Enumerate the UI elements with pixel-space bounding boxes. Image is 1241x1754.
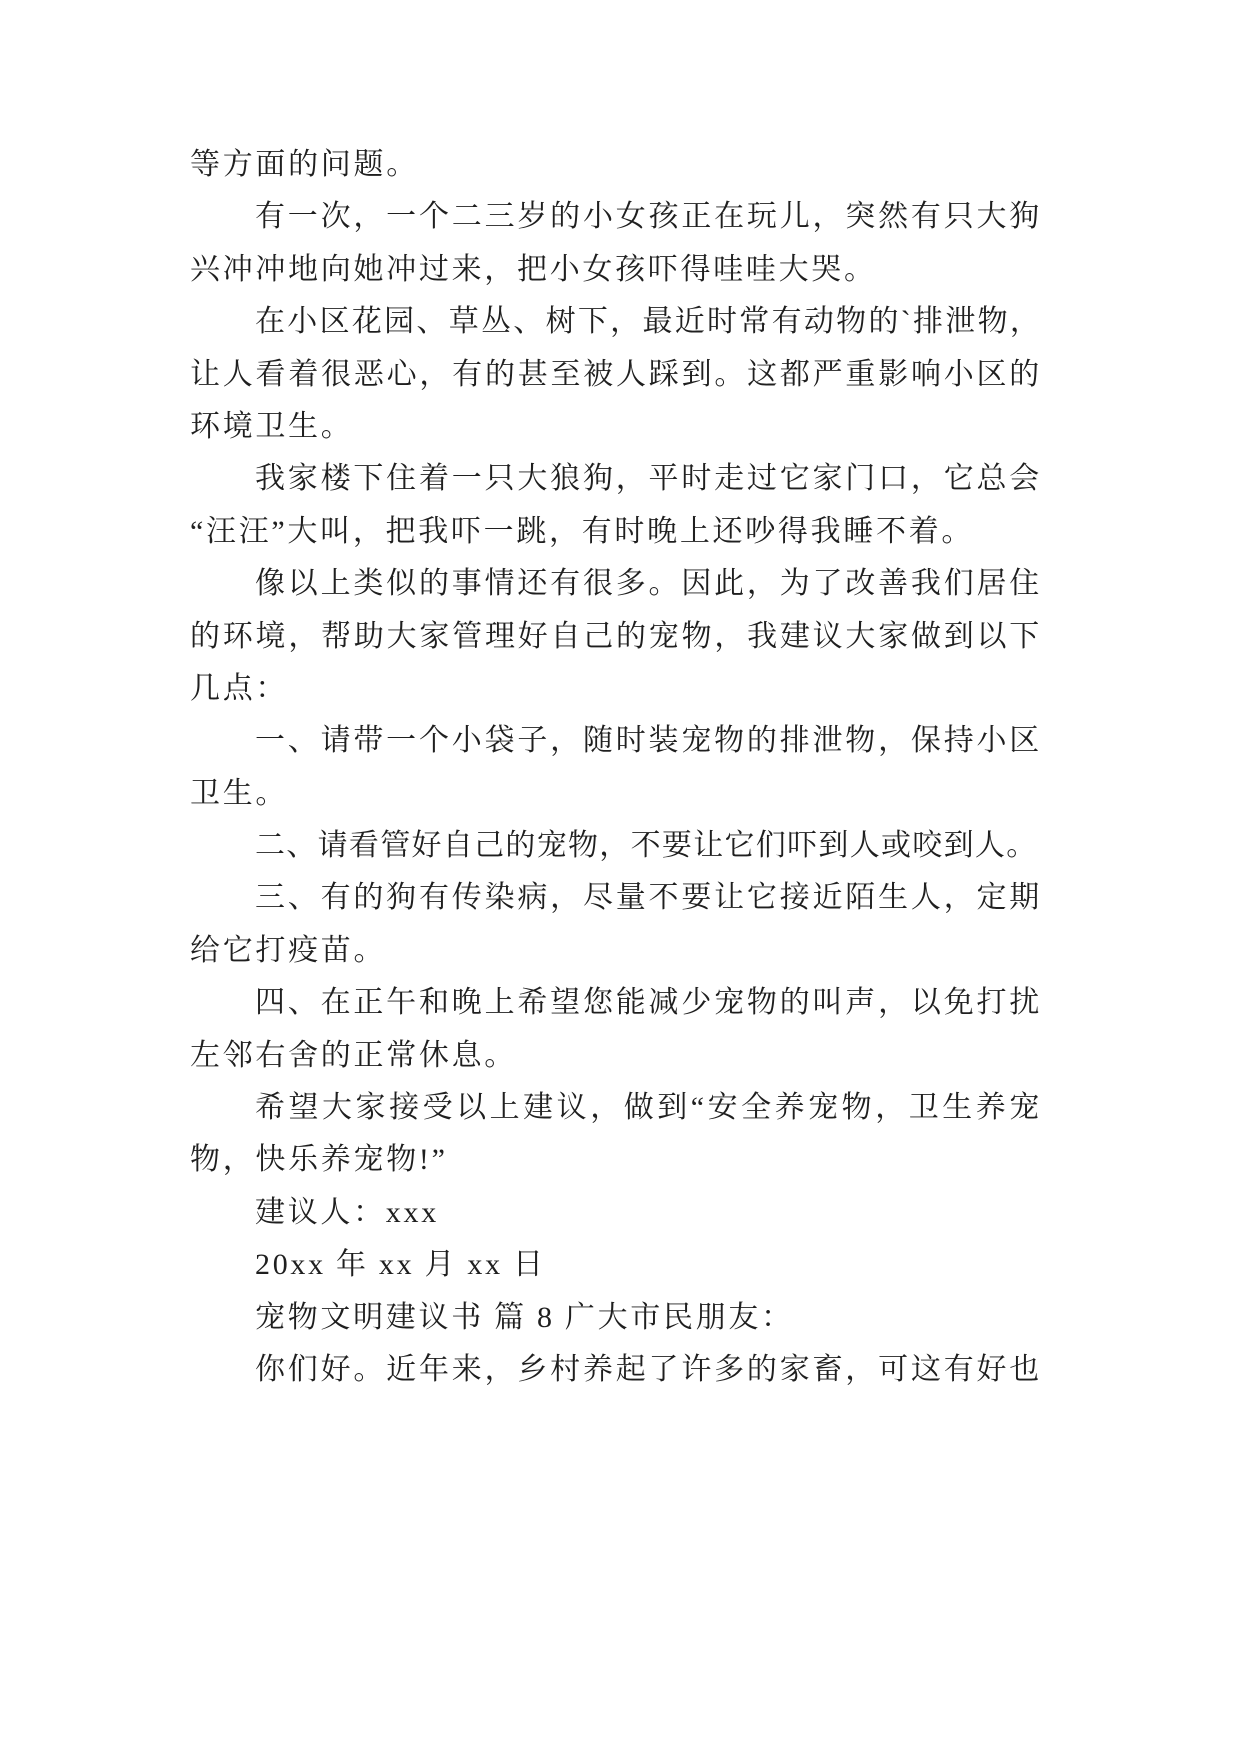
text-line: 让人看着很恶心，有的甚至被人踩到。这都严重影响小区的 <box>190 357 1042 391</box>
text-line: 宠物文明建议书 篇 8 广大市民朋友： <box>255 1300 794 1334</box>
text-line: 三、有的狗有传染病，尽量不要让它接近陌生人，定期 <box>255 881 1042 915</box>
text-line: 兴冲冲地向她冲过来，把小女孩吓得哇哇大哭。 <box>190 252 877 286</box>
paragraph <box>190 715 1042 820</box>
paragraph <box>190 1187 1042 1239</box>
text-line: 卫生。 <box>190 776 289 810</box>
paragraph <box>190 191 1042 296</box>
paragraph <box>190 820 1042 872</box>
paragraph <box>190 1344 1042 1396</box>
paragraph <box>190 558 1042 715</box>
document-body <box>190 139 1042 1396</box>
text-line: 像以上类似的事情还有很多。因此，为了改善我们居住 <box>255 567 1042 601</box>
text-line: “汪汪”大叫，把我吓一跳，有时晚上还吵得我睡不着。 <box>190 514 975 548</box>
text-line: 的环境，帮助大家管理好自己的宠物，我建议大家做到以下 <box>190 619 1042 653</box>
paragraph <box>190 296 1042 453</box>
text-line: 有一次，一个二三岁的小女孩正在玩儿，突然有只大狗 <box>255 200 1042 234</box>
text-line: 几点： <box>190 671 289 705</box>
text-line: 等方面的问题。 <box>190 148 419 181</box>
text-line: 环境卫生。 <box>190 409 354 443</box>
text-line: 希望大家接受以上建议，做到“安全养宠物，卫生养宠 <box>255 1091 1042 1125</box>
text-line: 给它打疫苗。 <box>190 933 387 967</box>
paragraph <box>190 977 1042 1082</box>
paragraph <box>190 1082 1042 1187</box>
text-line: 四、在正午和晚上希望您能减少宠物的叫声，以免打扰 <box>255 986 1042 1020</box>
text-line: 一、请带一个小袋子，随时装宠物的排泄物，保持小区 <box>255 724 1042 758</box>
paragraph <box>190 872 1042 977</box>
paragraph <box>190 453 1042 558</box>
paragraph <box>190 1239 1042 1291</box>
paragraph <box>190 1292 1042 1344</box>
text-line: 左邻右舍的正常休息。 <box>190 1038 517 1072</box>
text-line: 建议人：xxx <box>255 1195 439 1229</box>
text-line: 20xx 年 xx 月 xx 日 <box>255 1248 546 1282</box>
paragraph <box>190 139 1042 191</box>
text-line: 你们好。近年来，乡村养起了许多的家畜，可这有好也 <box>255 1352 1042 1386</box>
text-line: 在小区花园、草丛、树下，最近时常有动物的`排泄物， <box>255 305 1042 339</box>
text-line: 物，快乐养宠物!” <box>190 1143 448 1177</box>
text-line: 二、请看管好自己的宠物，不要让它们吓到人或咬到人。 <box>255 829 1038 863</box>
text-line: 我家楼下住着一只大狼狗，平时走过它家门口，它总会 <box>255 462 1042 496</box>
